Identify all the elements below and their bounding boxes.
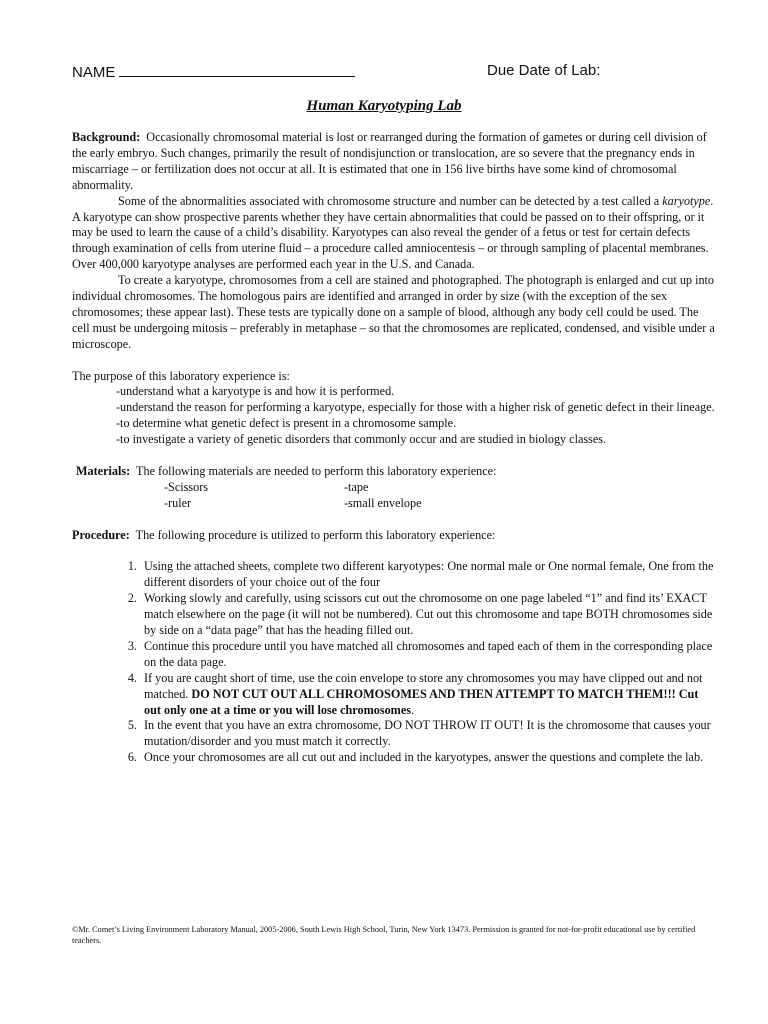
name-label: NAME xyxy=(72,64,116,81)
procedure-step: 1. Using the attached sheets, complete two different karyotypes: One normal male or One normal female, One from the different disorders of your choice out of the four xyxy=(140,559,718,591)
procedure-step-4-end: . xyxy=(410,702,415,717)
procedure-warning-text: DO NOT CUT OUT ALL CHROMOSOMES AND THEN ATTEMPT TO MATCH THEM!!! Cut out only one at a time or you will lose chromosomes xyxy=(144,686,699,717)
procedure-step-4-text: If you are caught short of time, use the coin envelope to store any chromosomes you may have clipped out and not matched. xyxy=(144,670,703,701)
material-item: -tape xyxy=(344,479,369,494)
background-paragraph-1 xyxy=(72,130,718,194)
due-date-label: Due Date of Lab: xyxy=(487,62,601,79)
purpose-item: -understand the reason for performing a karyotype, especially for those with a higher risk of genetic defect in their lineage. xyxy=(116,400,715,415)
material-item: -ruler xyxy=(164,495,192,510)
background-text-2a: Some of the abnormalities associated with chromosome structure and number can be detected by a test called a xyxy=(118,193,660,208)
purpose-item: -understand what a karyotype is and how it is performed. xyxy=(116,384,395,399)
karyotype-term: karyotype xyxy=(662,193,711,208)
procedure-step: 2. Working slowly and carefully, using scissors cut out the chromosome on one page labeled “1” and find its’ EXACT match elsewhere on the page (it will not be numbered). Cut out this chromosome and tape BOTH chromosomes side by side on a “data page” that has the heading filled out. xyxy=(140,591,718,639)
materials-row xyxy=(72,496,718,512)
background-label: Background: xyxy=(72,130,141,144)
procedure-label: Procedure: xyxy=(72,527,130,542)
purpose-item: -to determine what genetic defect is present in a chromosome sample. xyxy=(116,416,457,431)
document-title: Human Karyotyping Lab xyxy=(306,98,462,114)
name-field xyxy=(72,62,355,81)
materials-intro: The following materials are needed to perform this laboratory experience: xyxy=(136,464,497,478)
procedure-step xyxy=(140,671,718,719)
materials-intro-line xyxy=(72,464,718,480)
procedure-step: 3. Continue this procedure until you have matched all chromosomes and taped each of them in the corresponding place on the data page. xyxy=(140,639,718,671)
procedure-warning xyxy=(144,687,698,717)
background-text-1: Occasionally chromosomal material is lost or rearranged during the formation of gametes or during cell division of the early embryo. Such changes, primarily the result of nondisjunction or translocation, are so severe that the pregnancy ends in miscarriage – or fertilization does not occur at all. It is estimated that one in 156 live births have some kind of chromosomal abnormality. xyxy=(72,130,707,192)
name-blank-line xyxy=(119,62,355,77)
background-paragraph-3: To create a karyotype, chromosomes from a cell are stained and photographed. The photograph is enlarged and cut up into individual chromosomes. The homologous pairs are identified and arranged in order by size (with the exception of the sex chromosomes; these appear last). These tests are typically done on a sample of blood, although any body cell could be used. The cell must be undergoing mitosis – preferably in metaphase – so that the chromosomes are replicated, condensed, and visible under a microscope. xyxy=(72,273,715,351)
material-item: -Scissors xyxy=(164,479,209,494)
purpose-item: -to investigate a variety of genetic disorders that commonly occur and are studied in biology classes. xyxy=(116,432,607,447)
procedure-step: 6. Once your chromosomes are all cut out and included in the karyotypes, answer the questions and complete the lab. xyxy=(140,750,718,766)
procedure-step: 5. In the event that you have an extra chromosome, DO NOT THROW IT OUT! It is the chromosome that causes your mutation/disorder and you must match it correctly. xyxy=(140,718,718,750)
procedure-steps-list xyxy=(72,559,718,766)
materials-label: Materials: xyxy=(76,464,131,478)
background-paragraph-2 xyxy=(72,194,718,274)
procedure-intro: The following procedure is utilized to perform this laboratory experience: xyxy=(135,527,496,542)
background-text-2b: . A karyotype can show prospective parents whether they have certain abnormalities that could be passed on to their offspring, or it may be used to learn the cause of a child’s disability. Karyotypes can also reveal the gender of a fetus or test for certain defects through examination of cells from uterine fluid – a procedure called amniocentesis – or through sampling of placental membranes. Over 400,000 karyotype analyses are performed each year in the U.S. and Canada. xyxy=(72,193,714,272)
procedure-intro-line xyxy=(72,528,718,544)
copyright-footer: ©Mr. Comet’s Living Environment Laboratory Manual, 2005-2006, South Lewis High School, Turin, New York 13473. Permission is granted for not-for-profit educational use by certified teachers. xyxy=(72,925,696,945)
material-item: -small envelope xyxy=(344,495,422,510)
document-body xyxy=(72,130,718,766)
materials-row xyxy=(72,480,718,496)
purpose-intro: The purpose of this laboratory experience is: xyxy=(72,368,290,383)
